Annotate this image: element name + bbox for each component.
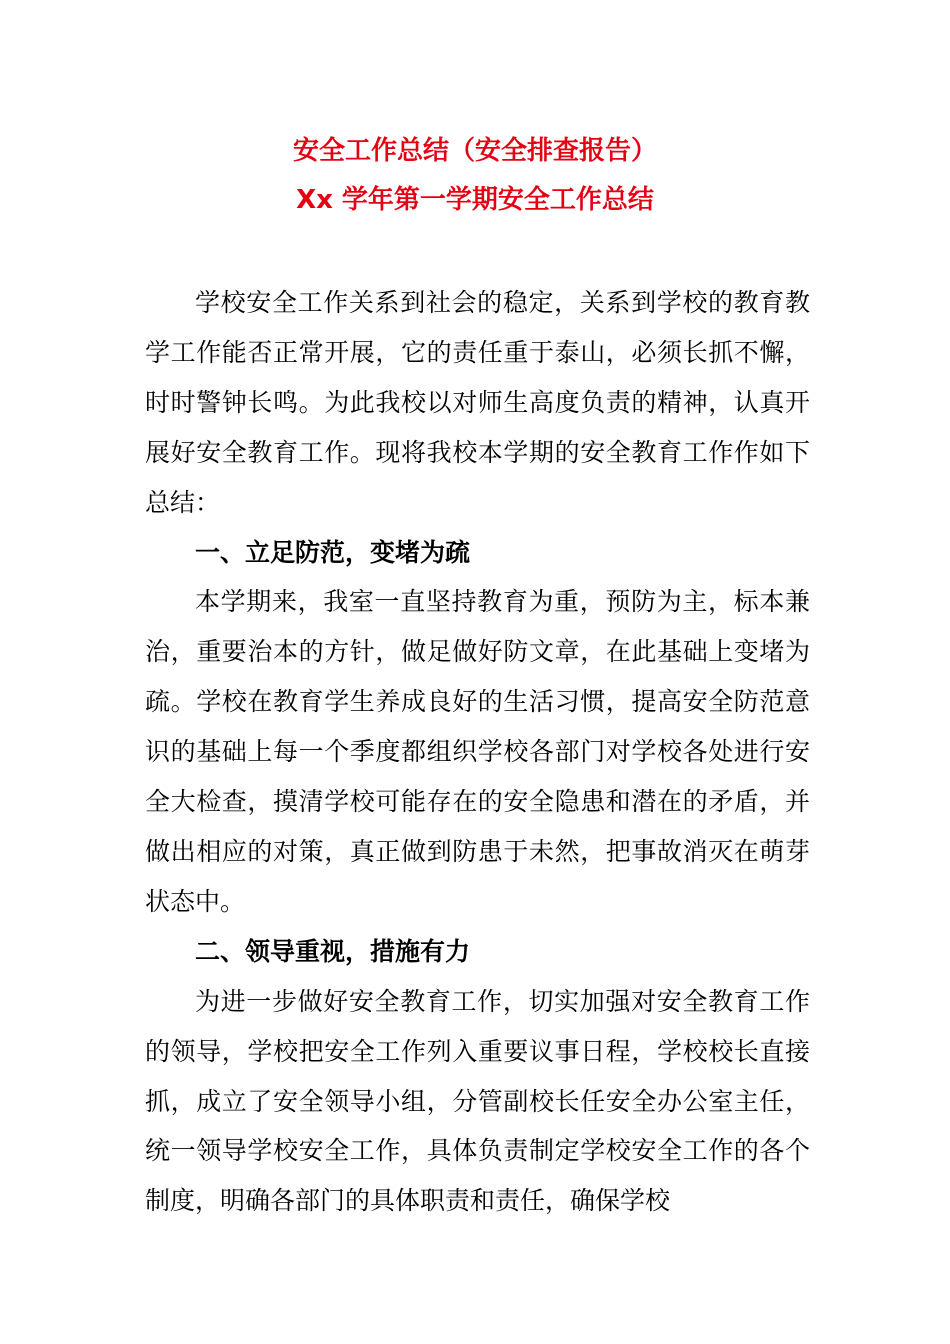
intro-paragraph: 学校安全工作关系到社会的稳定，关系到学校的教育教学工作能否正常开展，它的责任重于泰山，必须长抓不懈，时时警钟长鸣。为此我校以对师生高度负责的精神，认真开展好安全教育工作。现将我校本学期的安全教育工作作如下总结： xyxy=(145,288,810,517)
section-2-paragraph: 为进一步做好安全教育工作，切实加强对安全教育工作的领导，学校把安全工作列入重要议事日程，学校校长直接抓，成立了安全领导小组，分管副校长任安全办公室主任，统一领导学校安全工作，具体负责制定学校安全工作的各个制度，明确各部门的具体职责和责任，确保学校 xyxy=(145,986,810,1216)
section-1-heading: 一、立足防范，变堵为疏 xyxy=(195,537,471,567)
section-2-heading: 二、领导重视，措施有力 xyxy=(195,936,471,966)
section-1-paragraph: 本学期来，我室一直坚持教育为重，预防为主，标本兼治，重要治本的方针，做足做好防文章，在此基础上变堵为疏。学校在教育学生养成良好的生活习惯，提高安全防范意识的基础上每一个季度都组织学校各部门对学校各处进行安全大检查，摸清学校可能存在的安全隐患和潜在的矛盾，并做出相应的对策，真正做到防患于未然，把事故消灭在萌芽状态中。 xyxy=(145,587,810,916)
document-title: 安全工作总结（安全排查报告） xyxy=(292,136,657,166)
document-body xyxy=(145,278,810,1226)
document-subtitle: Xx 学年第一学期安全工作总结 xyxy=(296,185,654,215)
